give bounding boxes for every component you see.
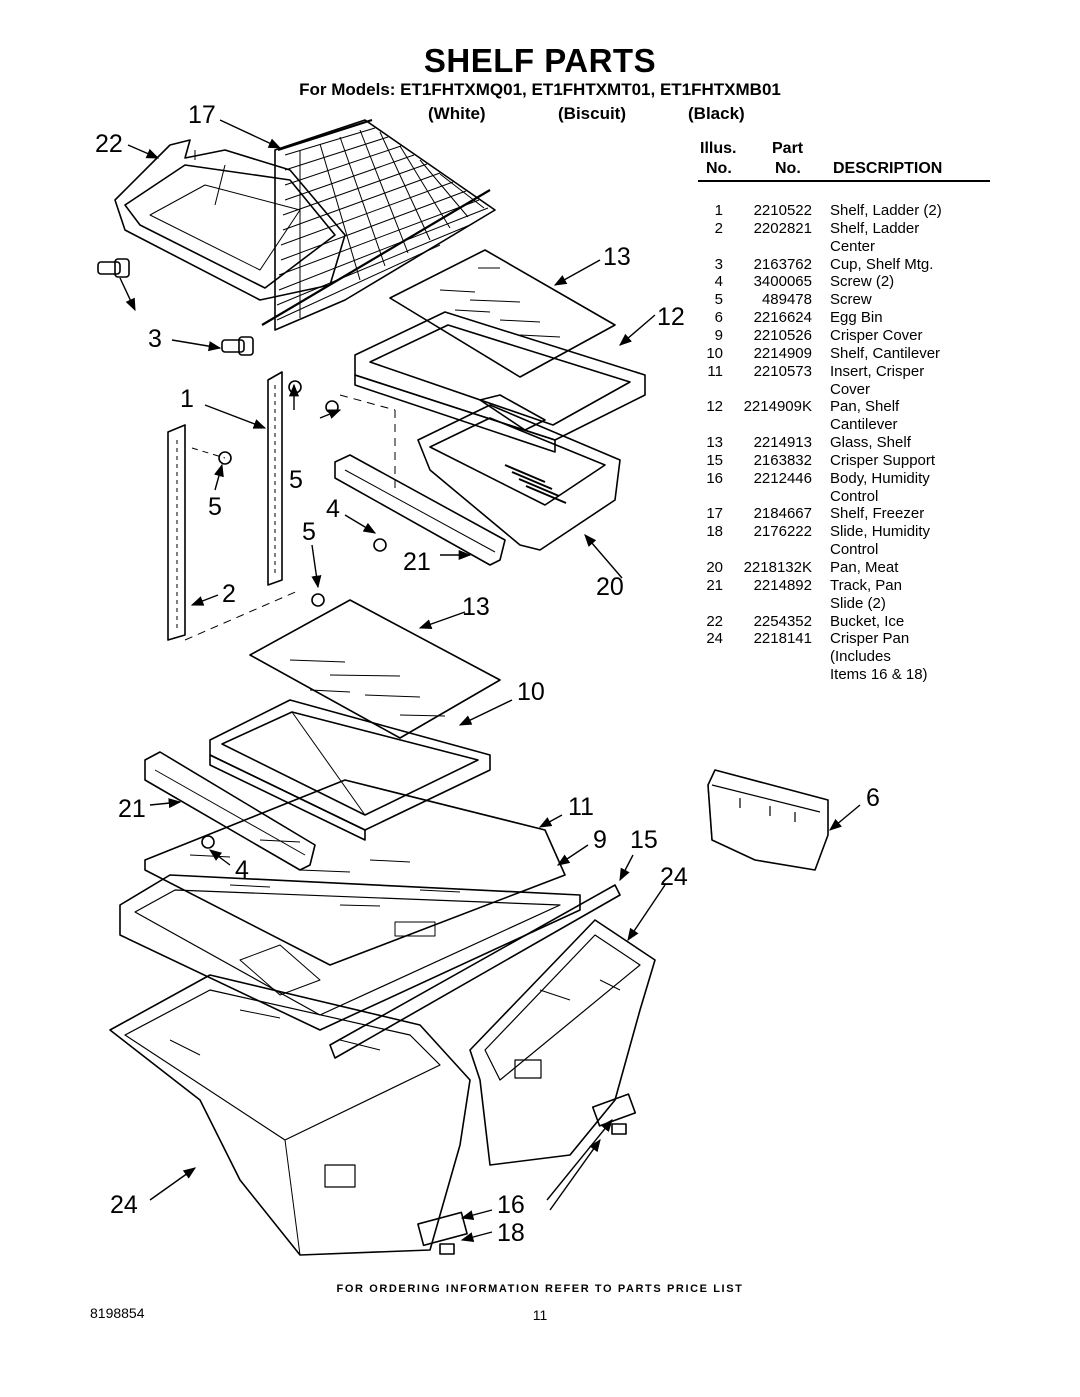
callout-5-left: 5 [208, 493, 222, 521]
illus-number: 5 [714, 291, 723, 309]
callout-9: 9 [593, 826, 607, 854]
part-description: Insert, Crisper [830, 362, 925, 380]
callout-24-right: 24 [660, 863, 688, 891]
callout-13-lower: 13 [462, 593, 490, 621]
illus-number: 18 [706, 523, 723, 541]
illus-number: 13 [706, 434, 723, 452]
part-number: 2176222 [753, 523, 812, 541]
crisper-cover [120, 780, 580, 1030]
part-description: Shelf, Ladder [830, 219, 920, 237]
illus-number: 20 [706, 559, 723, 576]
part-number: 3400065 [753, 273, 812, 291]
callout-20: 20 [596, 573, 624, 601]
part-description: Cup, Shelf Mtg. [830, 255, 934, 273]
callout-22: 22 [95, 130, 123, 158]
part-description: Crisper Support [830, 451, 936, 469]
part-number: 2254352 [753, 612, 812, 630]
callout-2: 2 [222, 580, 236, 608]
callout-16: 16 [497, 1191, 525, 1219]
ordering-note: FOR ORDERING INFORMATION REFER TO PARTS PRICE LIST [336, 1283, 744, 1295]
part-description: Pan, Meat [830, 559, 899, 576]
crisper-pan-left [110, 975, 470, 1255]
callout-5-right: 5 [289, 466, 303, 494]
part-description: Control [830, 487, 879, 505]
illus-number: 12 [706, 398, 723, 416]
part-description: Shelf, Cantilever [830, 344, 941, 362]
part-description: Shelf, Freezer [830, 505, 925, 523]
part-description: Glass, Shelf [830, 434, 911, 452]
part-description: Control [830, 541, 879, 559]
part-number: 2216624 [753, 309, 812, 327]
callout-4-lower: 4 [235, 856, 249, 884]
part-description: Screw [830, 291, 872, 309]
part-description: Crisper Pan [830, 630, 910, 648]
color-black: (Black) [688, 104, 745, 123]
crisper-pan-right [470, 920, 655, 1165]
humidity-control [418, 1094, 635, 1254]
callout-1: 1 [180, 385, 194, 413]
callout-24-left: 24 [110, 1191, 138, 1219]
part-description: Crisper Cover [830, 326, 923, 344]
part-number: 2214909K [743, 398, 812, 416]
illus-number: 1 [714, 202, 723, 219]
callout-17: 17 [188, 101, 216, 129]
callout-21-lower: 21 [118, 795, 146, 823]
part-number: 2214892 [753, 576, 812, 594]
illus-number: 17 [706, 505, 723, 523]
header-part-no: No. [775, 160, 801, 177]
cantilever-shelf [210, 700, 490, 840]
illus-number: 24 [706, 630, 723, 648]
part-description: (Includes [830, 648, 891, 666]
illus-number: 4 [714, 273, 723, 291]
illus-number: 16 [706, 469, 723, 487]
part-description: Cantilever [830, 416, 898, 434]
screws [202, 381, 386, 848]
illus-number: 10 [706, 344, 723, 362]
part-number: 2163762 [753, 255, 812, 273]
part-description: Screw (2) [830, 273, 895, 291]
header-illus-no: No. [706, 160, 732, 177]
part-description: Body, Humidity [830, 469, 930, 487]
header-illus: Illus. [700, 140, 737, 157]
callout-15: 15 [630, 826, 658, 854]
header-part: Part [772, 140, 804, 157]
part-number: 489478 [761, 291, 812, 309]
pan-track-lower [145, 752, 315, 870]
part-number: 2218132K [743, 559, 812, 576]
egg-bin [708, 770, 828, 870]
callout-13-upper: 13 [603, 243, 631, 271]
ladder-shelf-right [268, 372, 282, 585]
part-description: Center [830, 237, 876, 255]
callout-4-upper: 4 [326, 495, 340, 523]
part-number: 2212446 [753, 469, 812, 487]
part-description: Items 16 & 18) [830, 666, 928, 684]
illus-number: 3 [714, 255, 723, 273]
illus-number: 2 [714, 219, 723, 237]
part-number: 2214909 [753, 344, 812, 362]
callout-6: 6 [866, 784, 880, 812]
part-number: 2210573 [753, 362, 812, 380]
part-number: 2210522 [753, 202, 812, 219]
callout-3: 3 [148, 325, 162, 353]
part-description: Slide (2) [830, 594, 886, 612]
freezer-wire-shelf [262, 120, 495, 330]
callout-12: 12 [657, 303, 685, 331]
part-description: Track, Pan [830, 576, 902, 594]
callout-5-lower: 5 [302, 518, 316, 546]
part-number: 2184667 [753, 505, 812, 523]
illus-number: 11 [707, 362, 723, 380]
part-description: Bucket, Ice [830, 612, 905, 630]
illus-number: 9 [714, 326, 723, 344]
part-description: Cover [830, 380, 871, 398]
part-number: 2218141 [753, 630, 812, 648]
illus-number: 6 [714, 309, 723, 327]
color-biscuit: (Biscuit) [558, 104, 626, 123]
header-description: DESCRIPTION [833, 160, 943, 177]
callout-11: 11 [568, 793, 594, 821]
part-description: Slide, Humidity [830, 523, 931, 541]
part-number: 2202821 [753, 219, 812, 237]
document-number: 8198854 [90, 1305, 145, 1321]
part-description: Egg Bin [830, 309, 883, 327]
glass-shelf-upper [390, 250, 615, 377]
illus-number: 21 [706, 576, 723, 594]
part-description: Shelf, Ladder (2) [830, 202, 942, 219]
part-number: 2163832 [753, 451, 812, 469]
callout-10: 10 [517, 678, 545, 706]
part-description: Pan, Shelf [830, 398, 900, 416]
page-title: SHELF PARTS [423, 42, 657, 79]
page-number: 11 [532, 1307, 548, 1323]
callout-21-upper: 21 [403, 548, 431, 576]
ladder-shelf-left [168, 425, 185, 640]
model-list: For Models: ET1FHTXMQ01, ET1FHTXMT01, ET1FHTXMB01 [299, 80, 781, 99]
illus-number: 15 [706, 451, 723, 469]
color-white: (White) [428, 104, 486, 123]
part-number: 2214913 [753, 434, 812, 452]
part-number: 2210526 [753, 326, 812, 344]
illus-number: 22 [706, 612, 723, 630]
callout-18: 18 [497, 1219, 525, 1247]
